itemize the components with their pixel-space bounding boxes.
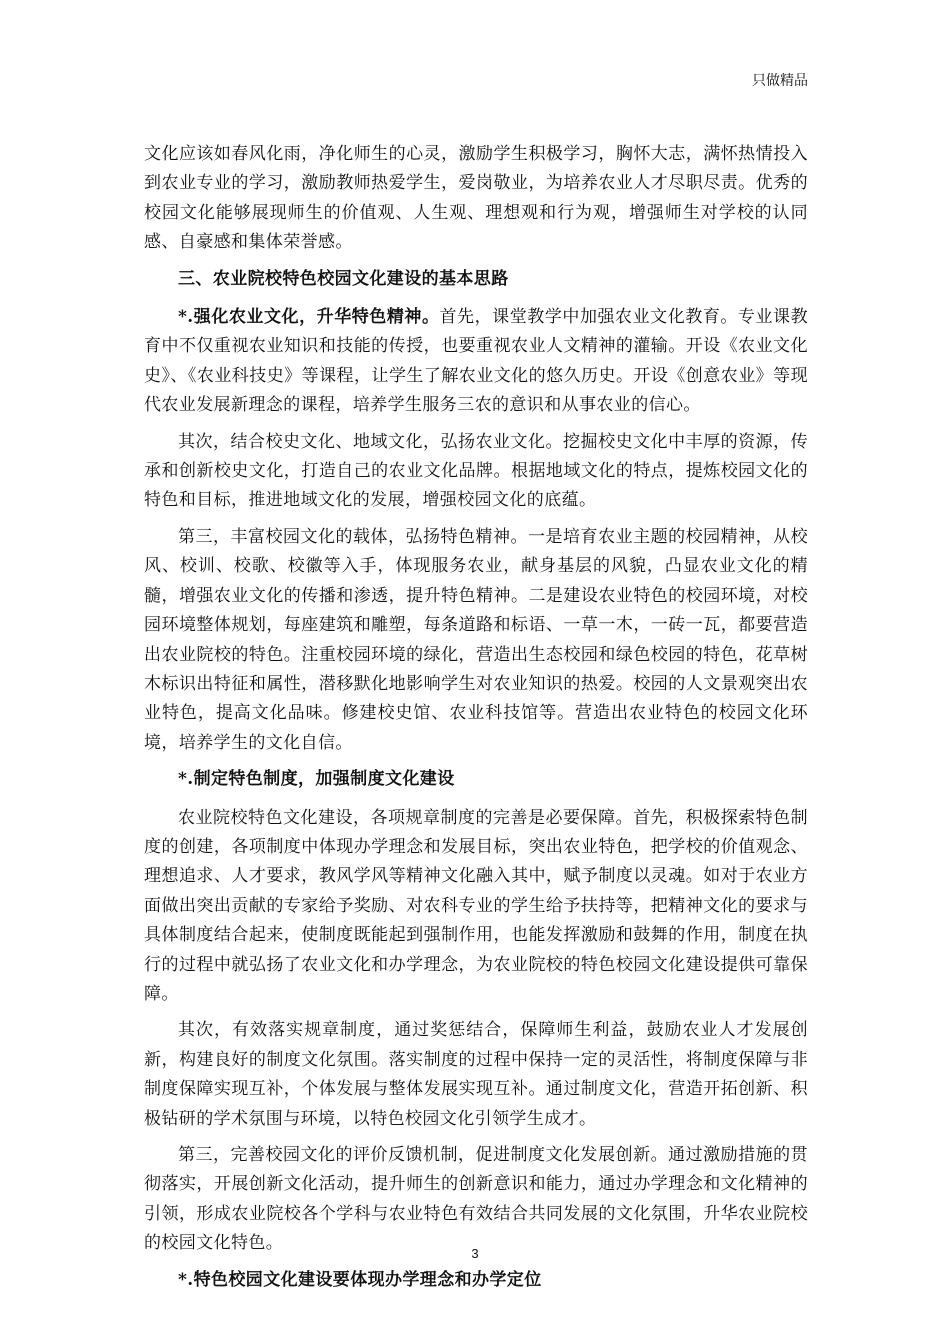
section-heading: 三、农业院校特色校园文化建设的基本思路 — [178, 268, 509, 289]
paragraph-continuation: 文化应该如春风化雨，净化师生的心灵，激励学生积极学习，胸怀大志，满怀热情投入到农业专业的学习，激励教师热爱学生，爱岗敬业，为培养农业人才尽职尽责。优秀的校园文化能够展现师生的价值观、人生观、理想观和行为观，增强师生对学校的认同感、自豪感和集体荣誉感。 — [144, 144, 808, 253]
paragraph: 第三，完善校园文化的评价反馈机制，促进制度文化发展创新。通过激励措施的贯彻落实，开展创新文化活动，提升师生的创新意识和能力，通过办学理念和文化精神的引领，形成农业院校各个学科与农业特色有效结合共同发展的文化氛围，升华农业院校的校园文化特色。 — [144, 1145, 808, 1254]
header-mark: 只做精品 — [752, 73, 808, 89]
subheading-inline: *.强化农业文化，升华特色精神。 — [178, 307, 440, 328]
paragraph-agri-culture — [144, 303, 808, 421]
paragraph: 其次，有效落实规章制度，通过奖惩结合，保障师生利益，鼓励农业人才发展创新，构建良好的制度文化氛围。落实制度的过程中保持一定的灵活性，将制度保障与非制度保障实现互补，个体发展与整体发展实现互补。通过制度文化，营造开拓创新、积极钻研的学术氛围与环境，以特色校园文化引领学生成才。 — [144, 1020, 808, 1129]
paragraph: 农业院校特色文化建设，各项规章制度的完善是必要保障。首先，积极探索特色制度的创建，各项制度中体现办学理念和发展目标，突出农业特色，把学校的价值观念、理想追求、人才要求，教风学风等精神文化融入其中，赋予制度以灵魂。如对于农业方面做出突出贡献的专家给予奖励、对农科专业的学生给予扶持等，把精神文化的要求与具体制度结合起来，使制度既能起到强制作用，也能发挥激励和鼓舞的作用，制度在执行的过程中就弘扬了农业文化和办学理念，为农业院校的特色校园文化建设提供可靠保障。 — [144, 807, 808, 1004]
paragraph: 第三，丰富校园文化的载体，弘扬特色精神。一是培育农业主题的校园精神，从校风、校训、校歌、校徽等入手，体现服务农业，献身基层的风貌，凸显农业文化的精髓，增强农业文化的传播和渗透，提升特色精神。二是建设农业特色的校园环境，对校园环境整体规划，每座建筑和雕塑，每条道路和标语、一草一木，一砖一瓦，都要营造出农业院校的特色。注重校园环境的绿化，营造出生态校园和绿色校园的特色，花草树木标识出特征和属性，潜移默化地影响学生对农业知识的热爱。校园的人文景观突出农业特色，提高文化品味。修建校史馆、农业科技馆等。营造出农业特色的校园文化环境，培养学生的文化自信。 — [144, 526, 808, 753]
subheading: *.制定特色制度，加强制度文化建设 — [178, 769, 455, 790]
subheading: *.特色校园文化建设要体现办学理念和办学定位 — [178, 1269, 542, 1290]
page-number: 3 — [471, 1246, 479, 1261]
paragraph: 其次，结合校史文化、地域文化，弘扬农业文化。挖掘校史文化中丰厚的资源，传承和创新校史文化，打造自己的农业文化品牌。根据地域文化的特点，提炼校园文化的特色和目标，推进地域文化的发展，增强校园文化的底蕴。 — [144, 431, 808, 511]
paragraph-text: 首先，课堂教学中加强农业文化教育。专业课教育中不仅重视农业知识和技能的传授，也要重视农业人文精神的灌输。开设《农业文化史》、《农业科技史》等课程，让学生了解农业文化的悠久历史。开设《创意农业》等现代农业发展新理念的课程，培养学生服务三农的意识和从事农业的信心。 — [144, 307, 808, 416]
document-body — [144, 140, 808, 1304]
